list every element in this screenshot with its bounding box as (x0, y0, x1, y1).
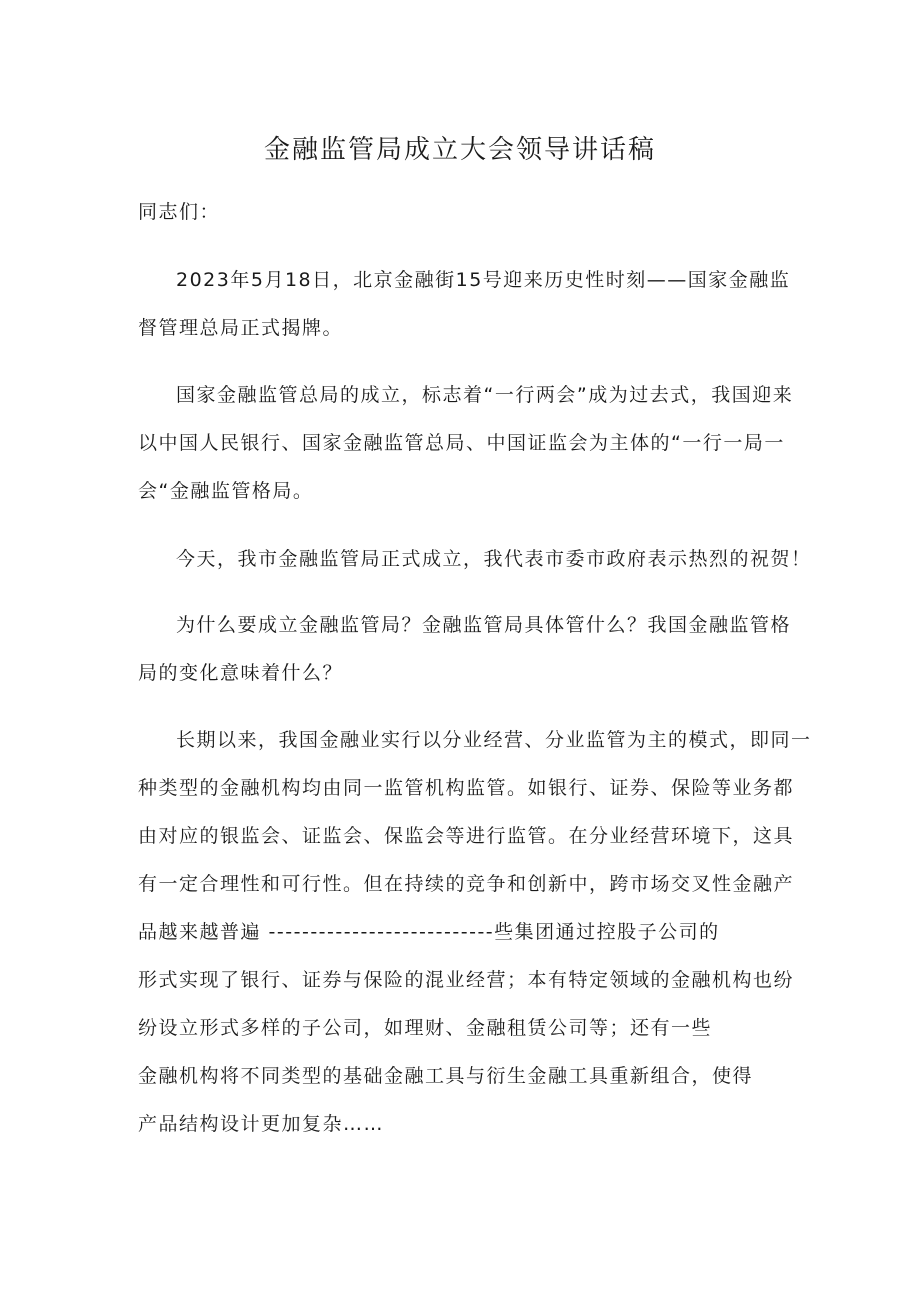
paragraph-line: 为什么要成立金融监管局？金融监管局具体管什么？我国金融监管格 (176, 614, 792, 636)
paragraph-line: 2023年5月18日，北京金融街15号迎来历史性时刻——国家金融监 (176, 269, 791, 291)
paragraph-line: 金融机构将不同类型的基础金融工具与衍生金融工具重新组合，使得 (138, 1065, 754, 1087)
salutation: 同志们： (138, 201, 221, 223)
paragraph-line: 有一定合理性和可行性。但在持续的竞争和创新中，跨市场交叉性金融产 (138, 873, 795, 895)
paragraph-line: 督管理总局正式揭牌。 (138, 317, 344, 339)
paragraph-line: 由对应的银监会、证监会、保监会等进行监管。在分业经营环境下，这具 (138, 825, 795, 847)
paragraph-line: 种类型的金融机构均由同一监管机构监管。如银行、证券、保险等业务都 (138, 777, 795, 799)
paragraph-line: 会“金融监管格局。 (138, 480, 314, 502)
document-title: 金融监管局成立大会领导讲话稿 (263, 135, 656, 165)
paragraph-line: 国家金融监管总局的成立，标志着“一行两会”成为过去式，我国迎来 (176, 384, 794, 406)
paragraph-line: 局的变化意味着什么？ (138, 662, 344, 684)
paragraph-line: 今天，我市金融监管局正式成立，我代表市委市政府表示热烈的祝贺！ (176, 548, 812, 570)
paragraph-line: 纷设立形式多样的子公司，如理财、金融租赁公司等；还有一些 (138, 1017, 713, 1039)
paragraph-line: 长期以来，我国金融业实行以分业经营、分业监管为主的模式，即同一 (176, 729, 812, 751)
paragraph-line: 品越来越普遍 ---------------------------些集团通过控股子公司的 (138, 921, 720, 943)
paragraph-line: 以中国人民银行、国家金融监管总局、中国证监会为主体的“一行一局一 (138, 432, 785, 454)
paragraph-line: 产品结构设计更加复杂…… (138, 1113, 385, 1135)
paragraph-line: 形式实现了银行、证券与保险的混业经营；本有特定领域的金融机构也纷 (138, 969, 795, 991)
